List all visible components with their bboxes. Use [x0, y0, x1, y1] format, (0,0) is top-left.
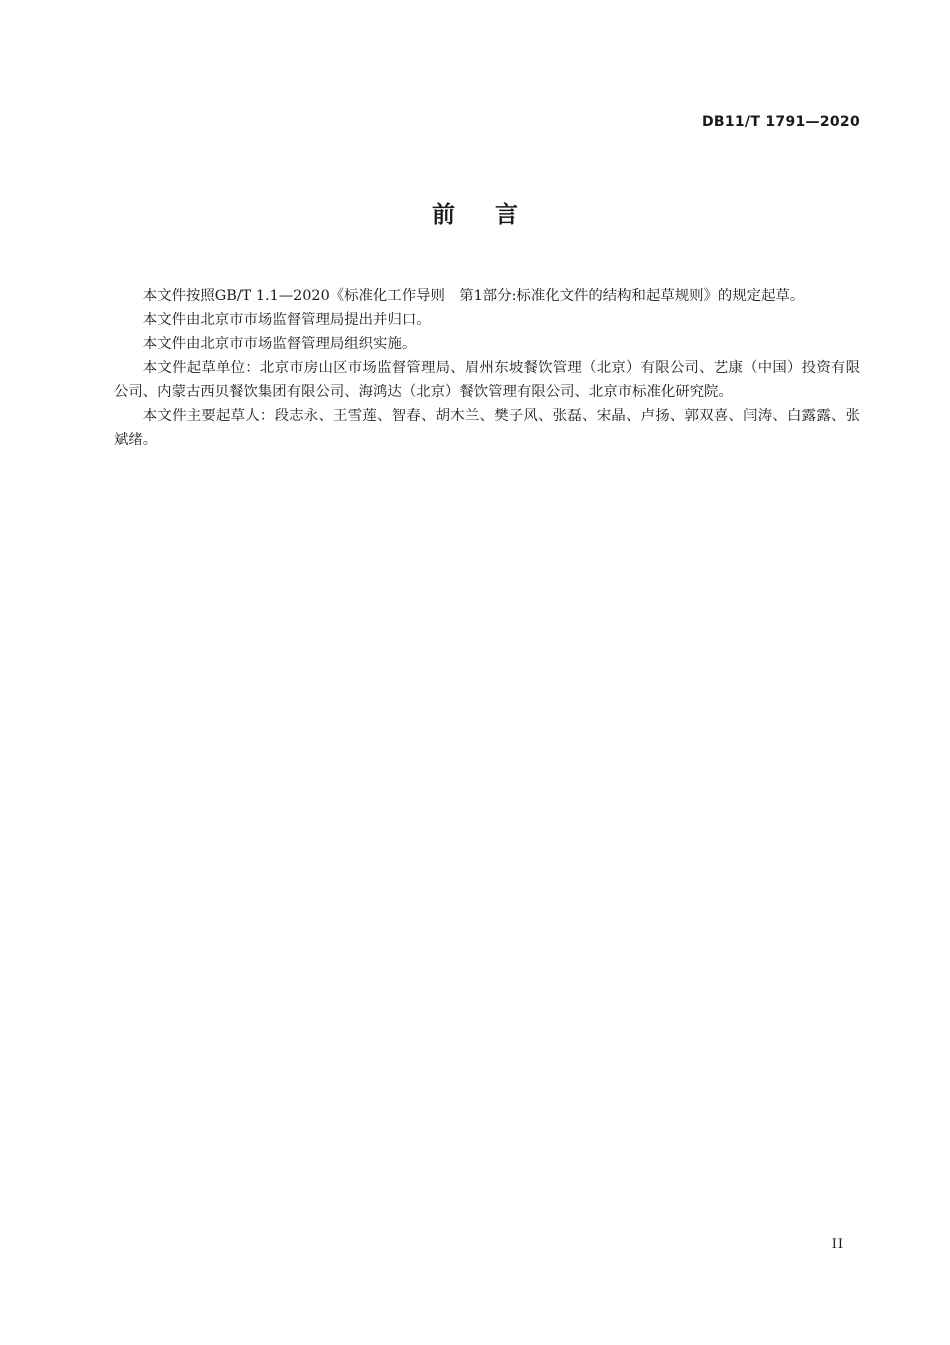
foreword-body [114, 284, 860, 452]
page-title: 前 言 [431, 202, 534, 228]
paragraph-drafting-units: 本文件起草单位：北京市房山区市场监督管理局、眉州东坡餐饮管理（北京）有限公司、艺康（中国）投资有限公司、内蒙古西贝餐饮集团有限公司、海鸿达（北京）餐饮管理有限公司、北京市标准化研究院。 [114, 360, 860, 400]
paragraph-drafting-rules: 本文件按照GB/T 1.1—2020《标准化工作导则 第1部分:标准化文件的结构和起草规则》的规定起草。 [142, 288, 805, 304]
paragraph-implementer: 本文件由北京市市场监督管理局组织实施。 [142, 336, 417, 352]
document-code: DB11/T 1791—2020 [701, 114, 860, 130]
paragraph-proposer: 本文件由北京市市场监督管理局提出并归口。 [142, 312, 431, 328]
paragraph-drafters: 本文件主要起草人：段志永、王雪莲、智春、胡木兰、樊子风、张磊、宋晶、卢扬、郭双喜、闫涛、白露露、张斌绪。 [114, 408, 860, 448]
page-number: II [831, 1237, 844, 1252]
